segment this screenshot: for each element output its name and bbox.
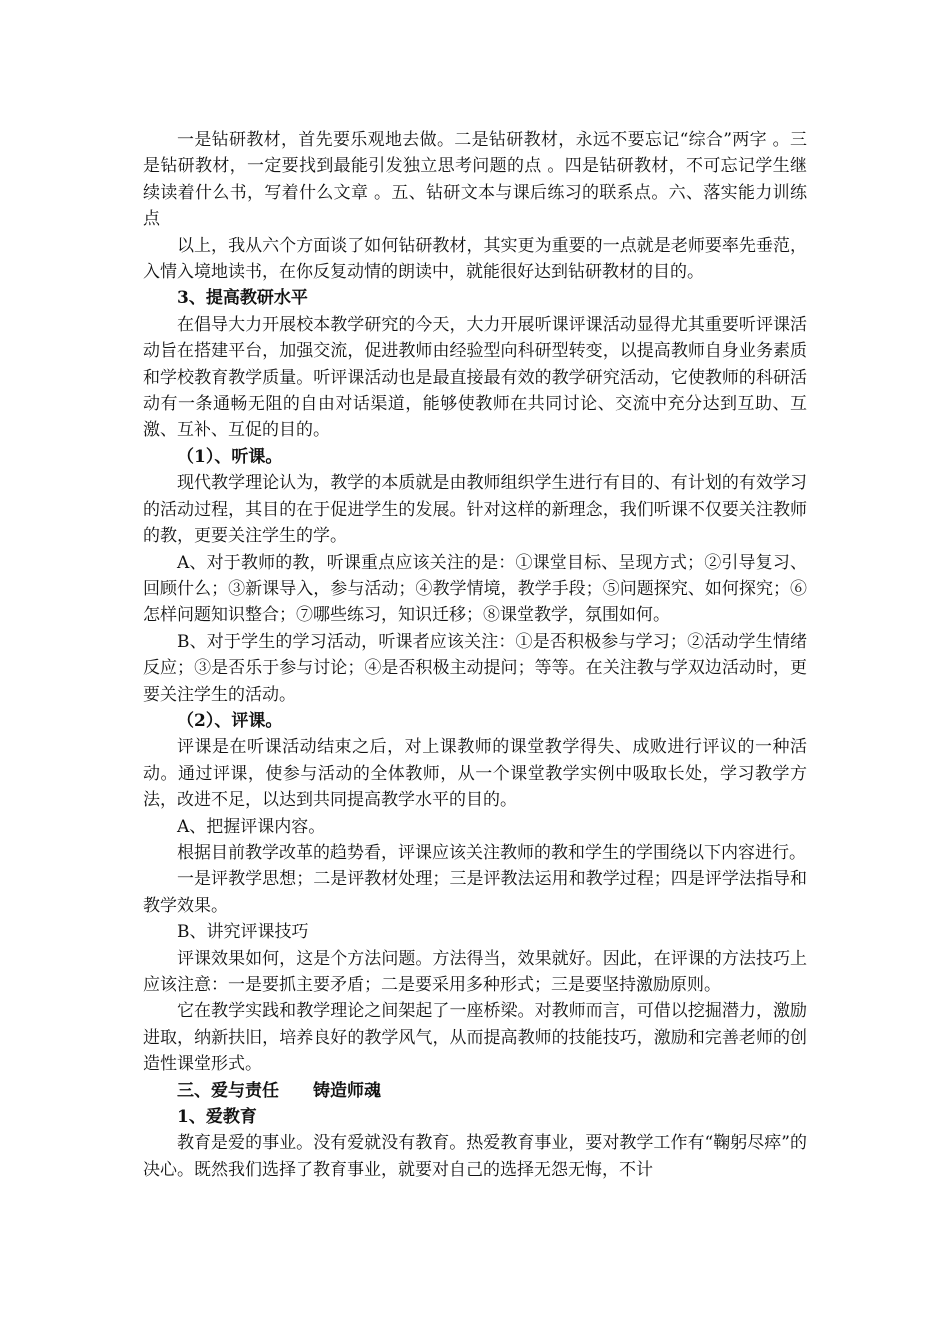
paragraph-education-is-love: 教育是爱的事业。没有爱就没有教育。热爱教育事业，要对教学工作有“鞠躬尽瘁”的决心。既然我们选择了教育事业，就要对自己的选择无怨无悔，不计: [143, 1133, 807, 1180]
paragraph-modern-theory: 现代教学理论认为，教学的本质就是由教师组织学生进行有目的、有计划的有效学习的活动过程，其目的在于促进学生的发展。针对这样的新理念，我们听课不仅要关注教师的教，更要关注学生的学。: [143, 473, 807, 547]
subheading-evaluate-class: （2）、评课。: [177, 710, 283, 731]
paragraph-lesson-observation-intro: 在倡导大力开展校本教学研究的今天，大力开展听课评课活动显得尤其重要听评课活动旨在搭建平台，加强交流，促进教师由经验型向科研型转变，以提高教师自身业务素质和学校教育教学质量。听评课活动也是最直接最有效的教学研究活动，它使教师的科研活动有一条通畅无阻的自由对话渠道，能够使教师在共同讨论、交流中充分达到互助、互激、互补、互促的目的。: [143, 314, 807, 441]
paragraph-bridge: 它在教学实践和教学理论之间架起了一座桥梁。对教师而言，可借以挖掘潜力，激励进取，纳新扶旧，培养良好的教学风气，从而提高教师的技能技巧，激励和完善老师的创造性课堂形式。: [143, 1001, 807, 1075]
document-body: [143, 127, 807, 1183]
paragraph-evaluation-items: 一是评教学思想；二是评教材处理；三是评教法运用和教学过程；四是评学法指导和教学效果。: [143, 869, 807, 916]
heading-love-responsibility: 三、爱与责任 铸造师魂: [177, 1080, 381, 1101]
paragraph-study-textbook: 一是钻研教材，首先要乐观地去做。二是钻研教材，永远不要忘记“综合”两字 。三是钻研教材，一定要找到最能引发独立思考问题的点 。四是钻研教材，不可忘记学生继续读着什么书，写着什么文章 。五、钻研文本与课后练习的联系点。六、落实能力训练点: [143, 130, 807, 230]
subheading-listen-class: （1）、听课。: [177, 446, 283, 467]
paragraph-student-focus: B、对于学生的学习活动，听课者应该关注：①是否积极参与学习；②活动学生情绪反应；③是否乐于参与讨论；④是否积极主动提问；等等。在关注教与学双边活动时，更要关注学生的活动。: [143, 631, 807, 705]
paragraph-evaluation-trend: 根据目前教学改革的趋势看，评课应该关注教师的教和学生的学围绕以下内容进行。: [177, 842, 806, 863]
paragraph-evaluation-skills-title: B、讲究评课技巧: [177, 922, 309, 943]
paragraph-evaluation-method: 评课效果如何，这是个方法问题。方法得当，效果就好。因此，在评课的方法技巧上应该注意：一是要抓主要矛盾；二是要采用多种形式；三是要坚持激励原则。: [143, 948, 807, 995]
heading-teaching-research: 3、提高教研水平: [177, 288, 308, 309]
paragraph-evaluation-content-title: A、把握评课内容。: [177, 816, 326, 837]
paragraph-teacher-focus: A、对于教师的教，听课重点应该关注的是：①课堂目标、呈现方式；②引导复习、回顾什么；③新课导入，参与活动；④教学情境，教学手段；⑤问题探究、如何探究；⑥怎样问题知识整合；⑦哪些练习，知识迁移；⑧课堂教学，氛围如何。: [143, 552, 807, 626]
paragraph-summary: 以上，我从六个方面谈了如何钻研教材，其实更为重要的一点就是老师要率先垂范，入情入境地读书，在你反复动情的朗读中，就能很好达到钻研教材的目的。: [143, 235, 807, 283]
paragraph-evaluation-definition: 评课是在听课活动结束之后，对上课教师的课堂教学得失、成败进行评议的一种活动。通过评课，使参与活动的全体教师，从一个课堂教学实例中吸取长处，学习教学方法，改进不足，以达到共同提高教学水平的目的。: [143, 737, 807, 811]
subheading-love-education: 1、爱教育: [177, 1107, 257, 1128]
